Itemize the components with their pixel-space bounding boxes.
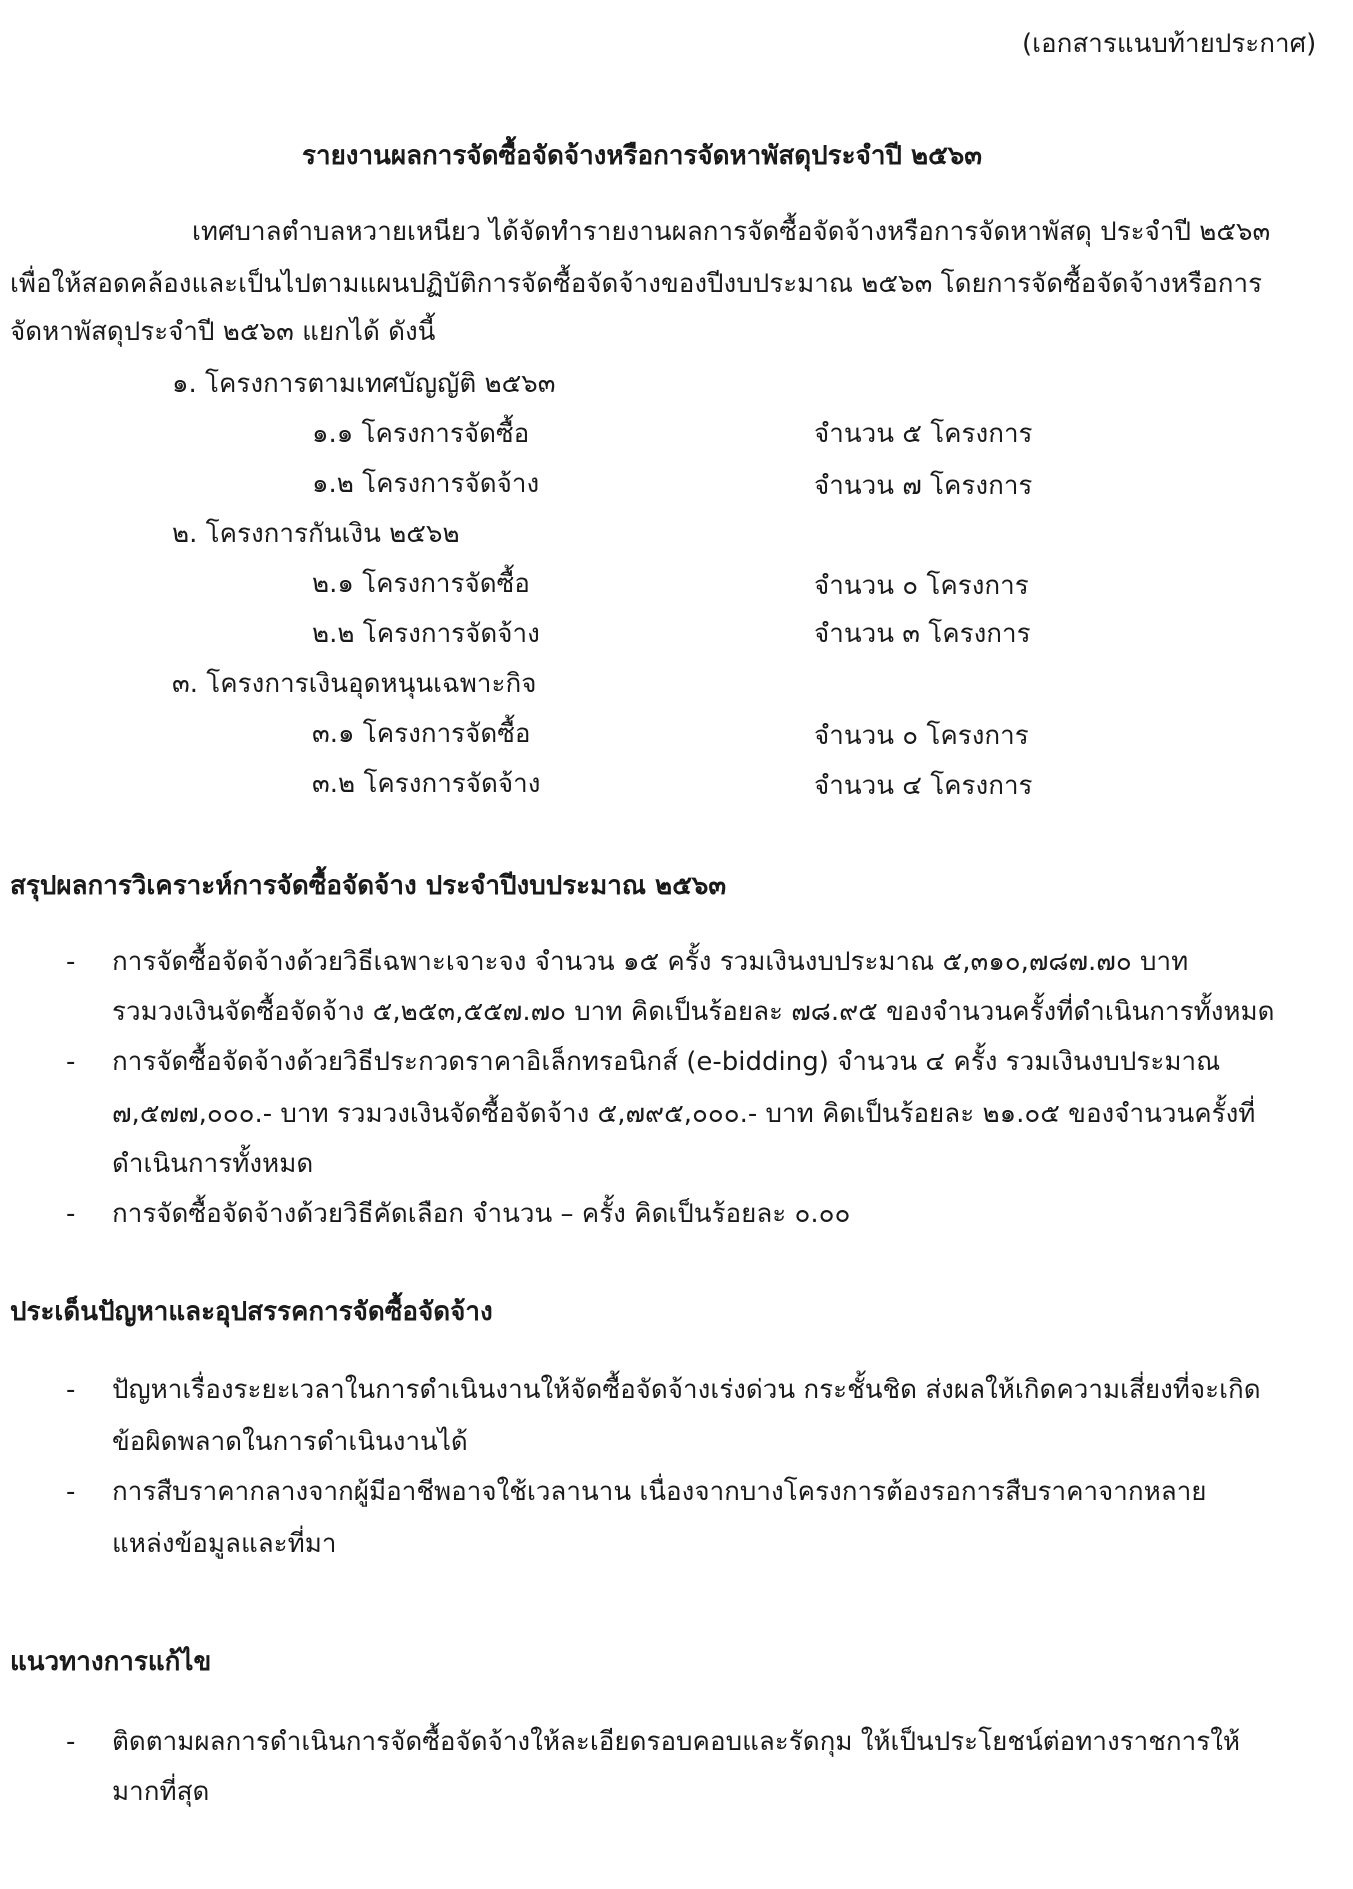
summary-bullet-line: การจัดซื้อจัดจ้างด้วยวิธีคัดเลือก จำนวน – ครั้ง คิดเป็นร้อยละ ๐.๐๐ — [112, 1199, 851, 1229]
project-group-heading: ๓. โครงการเงินอุดหนุนเฉพาะกิจ — [172, 669, 537, 699]
bullet-dash: - — [66, 1727, 76, 1757]
solutions-heading: แนวทางการแก้ไข — [10, 1647, 212, 1677]
bullet-dash: - — [66, 947, 76, 977]
intro-line-3: จัดหาพัสดุประจำปี ๒๕๖๓ แยกได้ ดังนี้ — [10, 317, 436, 347]
problems-bullet-line: แหล่งข้อมูลและที่มา — [112, 1529, 337, 1559]
project-item-count: จำนวน ๐ โครงการ — [814, 571, 1029, 601]
solutions-bullet-line: ติดตามผลการดำเนินการจัดซื้อจัดจ้างให้ละเอียดรอบคอบและรัดกุม ให้เป็นประโยชน์ต่อทางราชการให้ — [112, 1727, 1241, 1757]
summary-bullet-line: ดำเนินการทั้งหมด — [112, 1149, 314, 1179]
header-note: (เอกสารแนบท้ายประกาศ) — [1022, 29, 1317, 59]
solutions-bullet-line: มากที่สุด — [112, 1777, 210, 1807]
project-group-heading: ๒. โครงการกันเงิน ๒๕๖๒ — [172, 519, 460, 549]
intro-line-1: เทศบาลตำบลหวายเหนียว ได้จัดทำรายงานผลการจัดซื้อจัดจ้างหรือการจัดหาพัสดุ ประจำปี ๒๕๖๓ — [192, 217, 1271, 247]
problems-bullet-line: ข้อผิดพลาดในการดำเนินงานได้ — [112, 1427, 468, 1457]
summary-bullet-line: การจัดซื้อจัดจ้างด้วยวิธีประกวดราคาอิเล็กทรอนิกส์ (e-bidding) จำนวน ๔ ครั้ง รวมเงินงบประมาณ — [112, 1047, 1221, 1077]
problems-bullet-line: การสืบราคากลางจากผู้มีอาชีพอาจใช้เวลานาน เนื่องจากบางโครงการต้องรอการสืบราคาจากหลาย — [112, 1477, 1207, 1507]
summary-bullet-line: รวมวงเงินจัดซื้อจัดจ้าง ๕,๒๕๓,๕๕๗.๗๐ บาท คิดเป็นร้อยละ ๗๘.๙๕ ของจำนวนครั้งที่ดำเนินการทั้งหมด — [112, 997, 1275, 1027]
document-title: รายงานผลการจัดซื้อจัดจ้างหรือการจัดหาพัสดุประจำปี ๒๕๖๓ — [302, 141, 983, 171]
project-item-count: จำนวน ๗ โครงการ — [814, 471, 1033, 501]
summary-bullet-line: ๗,๕๗๗,๐๐๐.- บาท รวมวงเงินจัดซื้อจัดจ้าง ๕,๗๙๕,๐๐๐.- บาท คิดเป็นร้อยละ ๒๑.๐๕ ของจำนวนครั้งที่ — [112, 1099, 1256, 1129]
problems-heading: ประเด็นปัญหาและอุปสรรคการจัดซื้อจัดจ้าง — [10, 1297, 493, 1327]
bullet-dash: - — [66, 1477, 76, 1507]
summary-bullet-line: การจัดซื้อจัดจ้างด้วยวิธีเฉพาะเจาะจง จำนวน ๑๕ ครั้ง รวมเงินงบประมาณ ๕,๓๑๐,๗๘๗.๗๐ บาท — [112, 947, 1189, 977]
project-item-label: ๑.๑ โครงการจัดซื้อ — [312, 419, 530, 449]
project-item-label: ๒.๒ โครงการจัดจ้าง — [312, 619, 540, 649]
intro-line-2: เพื่อให้สอดคล้องและเป็นไปตามแผนปฏิบัติการจัดซื้อจัดจ้างของปีงบประมาณ ๒๕๖๓ โดยการจัดซื้อจัดจ้างหรือการ — [10, 269, 1263, 299]
bullet-dash: - — [66, 1199, 76, 1229]
project-item-count: จำนวน ๐ โครงการ — [814, 721, 1029, 751]
project-item-count: จำนวน ๓ โครงการ — [814, 619, 1031, 649]
bullet-dash: - — [66, 1047, 76, 1077]
bullet-dash: - — [66, 1375, 76, 1405]
problems-bullet-line: ปัญหาเรื่องระยะเวลาในการดำเนินงานให้จัดซื้อจัดจ้างเร่งด่วน กระชั้นชิด ส่งผลให้เกิดความเสี่ยงที่จะเกิด — [112, 1375, 1261, 1405]
summary-heading: สรุปผลการวิเคราะห์การจัดซื้อจัดจ้าง ประจำปีงบประมาณ ๒๕๖๓ — [10, 871, 727, 901]
project-item-count: จำนวน ๕ โครงการ — [814, 419, 1033, 449]
project-item-label: ๓.๑ โครงการจัดซื้อ — [312, 719, 531, 749]
project-item-label: ๓.๒ โครงการจัดจ้าง — [312, 769, 541, 799]
project-item-label: ๒.๑ โครงการจัดซื้อ — [312, 569, 530, 599]
project-item-label: ๑.๒ โครงการจัดจ้าง — [312, 469, 540, 499]
project-item-count: จำนวน ๔ โครงการ — [814, 771, 1033, 801]
project-group-heading: ๑. โครงการตามเทศบัญญัติ ๒๕๖๓ — [172, 369, 556, 399]
